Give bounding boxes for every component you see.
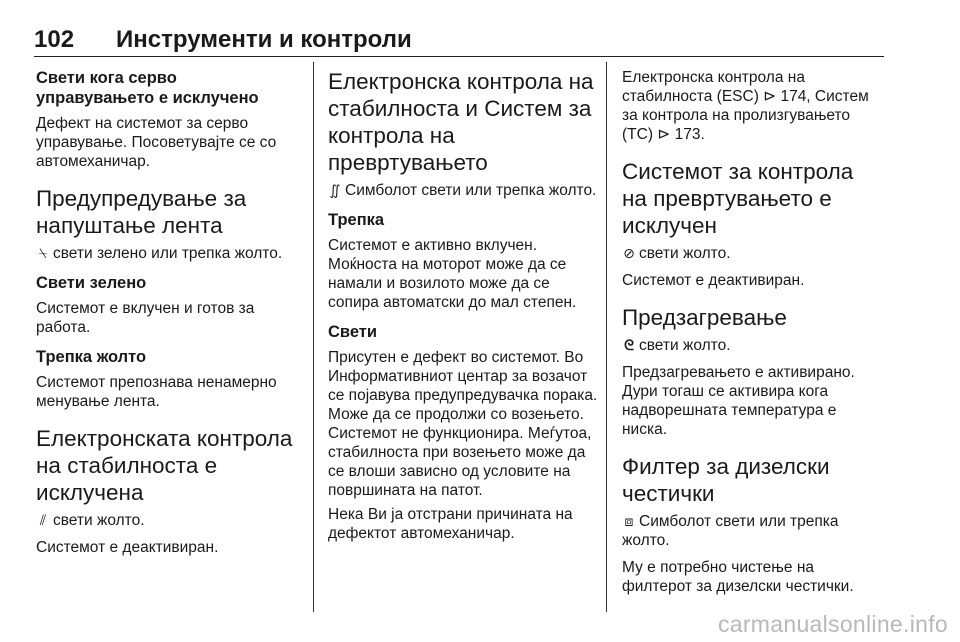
text-lane-departure-body: свети зелено или трепка жолто. [53,245,283,262]
watermark: carmanualsonline.info [717,611,948,637]
heading-lit-green: Свети зелено [36,274,147,292]
esc-icon: ∬ [329,182,341,198]
text-esc-off-2: Системот е деактивиран. [36,539,219,556]
text-blink: Системот е активно вклучен. Моќноста на моторот може да се намали и возилото може да се сопира автоматски до мал степен. [328,237,577,311]
text-fix: Нека Ви ја отстрани причината на дефектот автомеханичар. [328,506,573,542]
column-divider-1 [313,62,314,612]
heading-dpf: Филтер за дизелски честички [622,454,830,506]
text-reference: Електронска контрола на стабилноста (ESC) ⊳ 174, Систем за контрола на пролизгувањето (TC) ⊳ 173. [622,69,869,143]
glow-plug-icon: ᘓ [624,337,634,353]
lane-departure-icon: ⍀ [38,245,48,261]
text-preheat-body: свети жолто. [639,337,731,354]
text-preheat-2: Предзагревањето е активирано. Дури тогаш се активира кога надворешната температура е ниска. [622,364,855,438]
column-2 [328,68,598,551]
text-tc-off-2: Системот е деактивиран. [622,272,805,289]
heading-lit: Свети [328,323,378,341]
text-lane-departure [36,244,298,263]
text-tc-off [622,244,884,263]
text-dpf-2: Му е потребно чистење на филтерот за дизелски честички. [622,559,854,595]
column-3 [622,68,884,604]
text-esc [328,181,598,200]
heading-tc-off: Системот за контрола на превртувањето е исклучен [622,159,854,238]
text-dpf-body: Симболот свети или трепка жолто. [622,513,839,549]
chapter-title: Инструменти и контроли [116,26,412,53]
text-blink-yellow: Системот препознава ненамерно менување лента. [36,374,277,410]
column-1 [36,68,298,565]
header-divider [34,56,884,57]
text-lit-green: Системот е вклучен и готов за работа. [36,300,255,336]
text-lit: Присутен е дефект во системот. Во Информативниот центар за возачот се појавува предупредувачка порака. Може да се продолжи со возењето. Системот не функционира. Меѓутоа, стабилноста при возењето може да се влоши зависно од условите на површината на патот. [328,349,598,499]
heading-esc-off: Електронската контрола на стабилноста е исклучена [36,426,293,505]
text-esc-body: Симболот свети или трепка жолто. [345,182,597,199]
text-preheat [622,336,884,355]
esc-off-icon: ⫽ [39,512,47,528]
diesel-particulate-filter-icon: ⧈ [624,513,634,529]
heading-blink: Трепка [328,211,385,229]
text-tc-off-body: свети жолто. [639,245,731,262]
page-header [34,26,884,52]
heading-blink-yellow: Трепка жолто [36,348,147,366]
page-number: 102 [34,26,75,53]
heading-lane-departure: Предупредување за напуштање лента [36,186,247,238]
text-servo-off: Дефект на системот за серво управување. Посоветувајте се со автомеханичар. [36,115,277,170]
heading-esc: Електронска контрола на стабилноста и Систем за контрола на превртувањето [328,69,594,175]
column-divider-2 [606,62,607,612]
text-dpf [622,512,884,550]
heading-servo-off: Свети кога серво управувањето е исклучено [36,69,259,107]
text-esc-off [36,511,298,530]
heading-preheat: Предзагревање [622,305,787,330]
text-esc-off-body: свети жолто. [53,512,145,529]
tc-off-icon: ⊘ [623,245,635,261]
